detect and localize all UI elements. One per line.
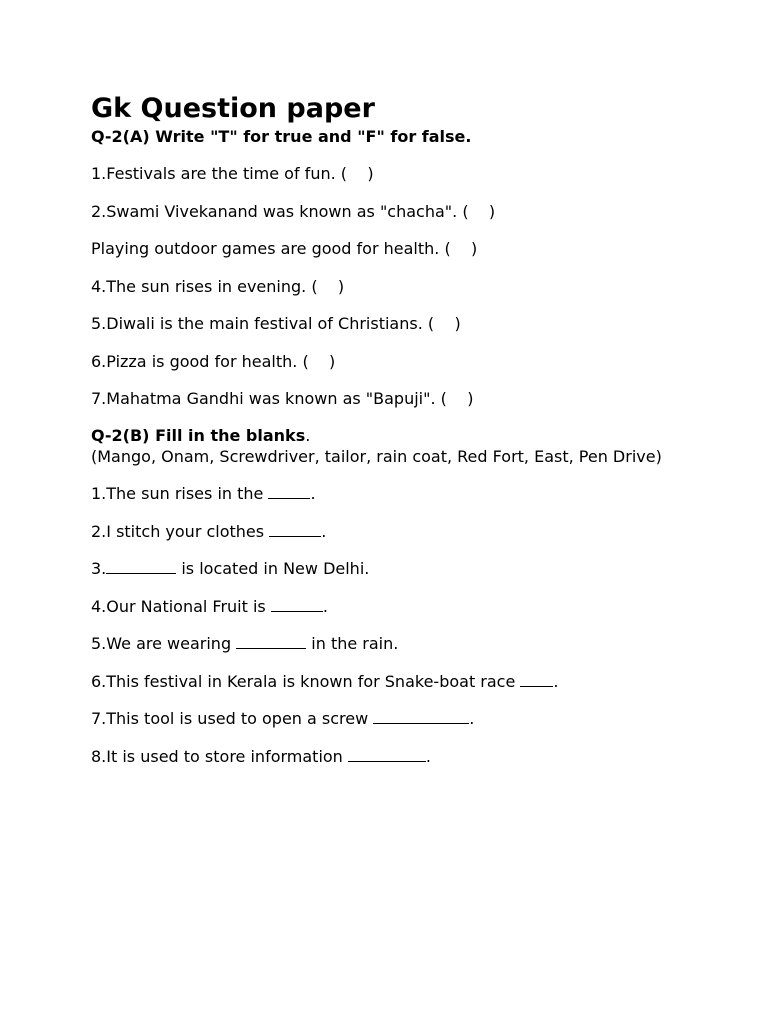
question-paper [91,92,711,767]
answer-blank [373,708,469,724]
list-item [91,708,711,729]
list-item: 7.Mahatma Gandhi was known as "Bapuji". ( ) [91,389,474,408]
section-b-heading-punct: . [305,426,311,445]
item-text-before: 7.This tool is used to open a screw [91,709,374,728]
list-item [91,746,711,767]
section-a-heading: Q-2(A) Write "T" for true and "F" for false. [91,127,472,146]
fill-in-blanks-list [91,483,711,767]
item-text-before: 4.Our National Fruit is [91,596,271,616]
list-item: Playing outdoor games are good for health. ( ) [91,239,478,258]
word-bank: (Mango, Onam, Screwdriver, tailor, rain coat, Red Fort, East, Pen Drive) [91,447,662,466]
list-item [91,596,711,617]
page-title: Gk Question paper [91,93,375,124]
item-text-after: . [425,746,431,766]
list-item: 2.Swami Vivekanand was known as "chacha". ( ) [91,201,496,221]
list-item [91,671,711,692]
item-text-after: . [321,521,327,541]
list-item: 5.Diwali is the main festival of Christians. ( ) [91,314,461,333]
item-text-before: 5.We are wearing [91,634,237,653]
item-text-after: is located in New Delhi. [176,559,370,578]
section-b-heading-text: Q-2(B) Fill in the blanks [91,426,306,445]
section-b-heading [91,425,711,446]
answer-blank [520,671,553,687]
answer-blank [348,746,426,762]
item-text-after: . [322,596,328,616]
list-item: 6.Pizza is good for health. ( ) [91,351,336,371]
list-item [91,521,711,542]
item-text-after: in the rain. [306,634,399,653]
list-item: 1.Festivals are the time of fun. ( ) [91,164,374,183]
list-item [91,558,711,579]
item-text-after: . [310,484,316,503]
item-text-before: 8.It is used to store information [91,746,348,766]
answer-blank [236,633,306,649]
answer-blank [269,521,321,537]
list-item: 4.The sun rises in evening. ( ) [91,276,345,296]
answer-blank [271,596,323,612]
answer-blank [268,483,310,499]
true-false-list [91,163,711,409]
item-text-after: . [553,671,559,691]
item-text-before: 3. [91,559,107,578]
item-text-before: 2.I stitch your clothes [91,521,270,541]
list-item [91,633,711,654]
answer-blank [106,558,176,574]
item-text-before: 6.This festival in Kerala is known for Snake-boat race [91,671,521,691]
list-item [91,483,711,504]
item-text-before: 1.The sun rises in the [91,484,269,503]
item-text-after: . [469,709,475,728]
